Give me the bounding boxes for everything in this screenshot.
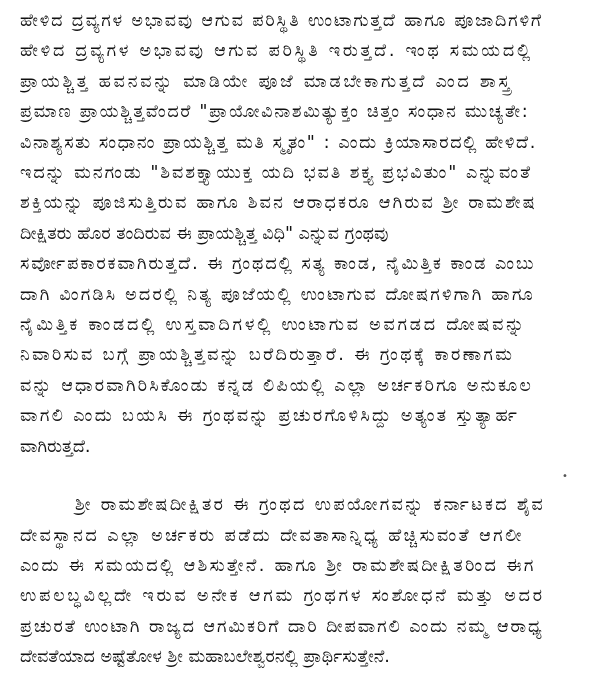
paragraph-gap: [20, 462, 590, 490]
text-line: ಸರ್ವೋಪಕಾರಕವಾಗಿರುತ್ತದೆ. ಈ ಗ್ರಂಥದಲ್ಲಿ ಸತ್ಯ ಕಾಂಡ, ನೈಮಿತ್ತಿಕ ಕಾಂಡ ಎಂಬು: [20, 254, 536, 275]
text-line: ಇದನ್ನು ಮನಗಂಡು "ಶಿವಶಕ್ತ್ಯಾಯುಕ್ತ ಯದಿ ಭವತಿ ಶಕ್ತ್ಯ ಪ್ರಭವಿತುಂ" ಎನ್ನುವಂತೆ: [20, 163, 533, 184]
text-line: ದೇವತೆಯಾದ ಅಷ್ಟೆತೋಳ ಶ್ರೀ ಮಹಾಬಲೇಶ್ವರನಲ್ಲಿ ಪ್ರಾರ್ಥಿಸುತ್ತೇನೆ.: [20, 647, 390, 668]
text-line: ಉಪಲಬ್ಧವಿಲ್ಲದೇ ಇರುವ ಅನೇಕ ಆಗಮ ಗ್ರಂಥಗಳ ಸಂಶೋಧನೆ ಮತ್ತು ಅದರ: [20, 586, 545, 607]
text-line: ಪ್ರಾಯಶ್ಚಿತ್ತ ಹವನವನ್ನು ಮಾಡಿಯೇ ಪೂಜೆ ಮಾಡಬೇಕಾಗುತ್ತದೆ ಎಂದ ಶಾಸ್ತ್ರ: [20, 71, 513, 92]
paragraph-two: [20, 490, 590, 672]
text-line: ಹೇಳಿದ ದ್ರವ್ಯಗಳ ಅಭಾವವು ಆಗುವ ಪರಿಸ್ಥಿತಿ ಇರುತ್ತದೆ. ಇಂಥ ಸಮಯದಲ್ಲಿ: [20, 41, 533, 62]
text-line: ಹೇಳಿದ ದ್ರವ್ಯಗಳ ಅಭಾವವು ಆಗುವ ಪರಿಸ್ಥಿತಿ ಉಂಟಾಗುತ್ತದೆ ಹಾಗೂ ಪೂಜಾದಿಗಳಿಗೆ: [20, 11, 543, 31]
text-line: ವಾಗಲಿ ಎಂದು ಬಯಸಿ ಈ ಗ್ರಂಥವನ್ನು ಪ್ರಚುರಗೊಳಿಸಿದ್ದು ಅತ್ಯಂತ ಸ್ತುತ್ಯಾರ್ಹ: [20, 406, 520, 427]
text-line: ಎಂದು ಈ ಸಮಯದಲ್ಲಿ ಆಶಿಸುತ್ತೇನೆ. ಹಾಗೂ ಶ್ರೀ ರಾಮಶೇಷದೀಕ್ಷಿತರಿಂದ ಈಗ: [20, 555, 536, 576]
scan-speck-mark: •: [562, 471, 568, 482]
text-line: ಪ್ರಮಾಣ ಪ್ರಾಯಶ್ಚಿತ್ತವೆಂದರೆ "ಪ್ರಾಯೋವಿನಾಶಮಿತ್ಯುಕ್ತಂ ಚಿತ್ತಂ ಸಂಧಾನ ಮುಚ್ಯತೇ:: [20, 102, 530, 123]
text-line: ವಿನಾಶ್ಯಸತು ಸಂಧಾನಂ ಪ್ರಾಯಶ್ಚಿತ್ತ ಮತಿ ಸ್ಮೃತಂ" : ಎಂದು ಕ್ರಿಯಾಸಾರದಲ್ಲಿ ಹೇಳಿದೆ.: [20, 132, 537, 153]
paragraph-one: [20, 6, 590, 462]
text-line: ದಾಗಿ ವಿಂಗಡಿಸಿ ಅದರಲ್ಲಿ ನಿತ್ಯ ಪೂಜೆಯಲ್ಲಿ ಉಂಟಾಗುವ ದೋಷಗಳಿಗಾಗಿ ಹಾಗೂ: [20, 284, 535, 305]
text-line: ಪ್ರಚುರತೆ ಉಂಟಾಗಿ ರಾಜ್ಯದ ಆಗಮಿಕರಿಗೆ ದಾರಿ ದೀಪವಾಗಲಿ ಎಂದು ನಮ್ಮ ಆರಾಧ್ಯ: [20, 616, 544, 637]
text-line: ಶ್ರೀ ರಾಮಶೇಷದೀಕ್ಷಿತರ ಈ ಗ್ರಂಥದ ಉಪಯೋಗವನ್ನು ಕರ್ನಾಟಕದ ಶೈವ: [75, 495, 546, 516]
text-line: ನಿವಾರಿಸುವ ಬಗ್ಗೆ ಪ್ರಾಯಶ್ಚಿತ್ತವನ್ನು ಬರೆದಿರುತ್ತಾರೆ. ಈ ಗ್ರಂಥಕ್ಕೆ ಕಾರಣಾಗಮ: [20, 345, 515, 366]
text-line: ಶಕ್ತಿಯನ್ನು ಪೂಜಿಸುತ್ತಿರುವ ಹಾಗೂ ಶಿವನ ಆರಾಧಕರೂ ಆಗಿರುವ ಶ್ರೀ ರಾಮಶೇಷ: [20, 193, 537, 214]
text-line: ನೈಮಿತ್ತಿಕ ಕಾಂಡದಲ್ಲಿ ಉಸ್ತವಾದಿಗಳಲ್ಲಿ ಉಂಟಾಗುವ ಅವಗಡದ ದೋಷವನ್ನು: [20, 315, 527, 336]
text-line: ವನ್ನು ಆಧಾರವಾಗಿರಿಸಿಕೊಂಡು ಕನ್ನಡ ಲಿಪಿಯಲ್ಲಿ ಎಲ್ಲಾ ಅರ್ಚಕರಿಗೂ ಅನುಕೂಲ: [20, 375, 534, 396]
text-line: ದೀಕ್ಷಿತರು ಹೊರ ತಂದಿರುವ ಈ ಪ್ರಾಯಶ್ಚಿತ್ತ ವಿಧಿ" ಎನ್ನುವ ಗ್ರಂಥವು: [20, 223, 389, 244]
text-line: ದೇವಸ್ಥಾನದ ಎಲ್ಲಾ ಅರ್ಚಕರು ಪಡೆದು ದೇವತಾಸಾನ್ನಿಧ್ಯ ಹೆಚ್ಚಿಸುವಂತೆ ಆಗಲೀ: [20, 525, 524, 546]
text-line: ವಾಗಿರುತ್ತದೆ.: [20, 436, 91, 457]
